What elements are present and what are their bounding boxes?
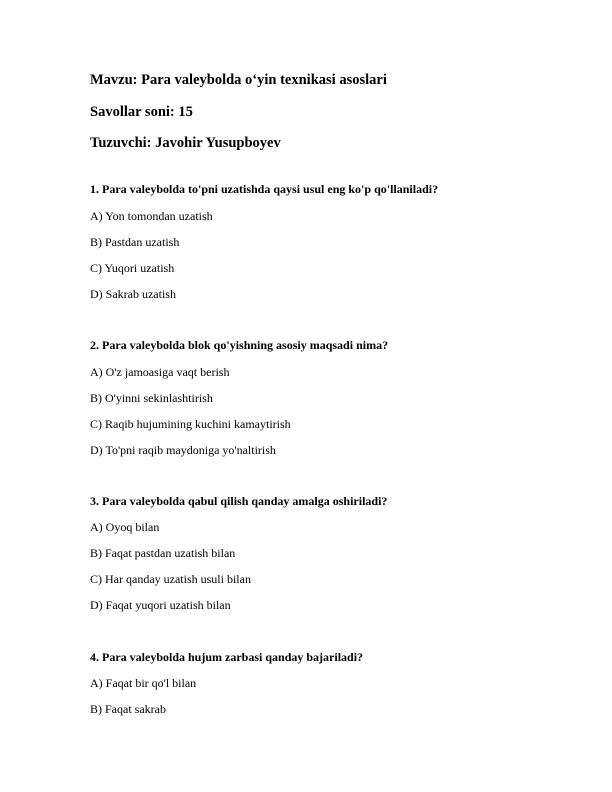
question-3-option-c: C) Har qanday uzatish usuli bilan xyxy=(90,572,251,586)
question-2-text: 2. Para valeybolda blok qo'yishning asosiy maqsadi nima? xyxy=(90,338,389,352)
question-1-option-b: B) Pastdan uzatish xyxy=(90,235,180,249)
question-1-option-d: D) Sakrab uzatish xyxy=(90,287,176,301)
question-3-option-b: B) Faqat pastdan uzatish bilan xyxy=(90,546,236,560)
question-2-option-c: C) Raqib hujumining kuchini kamaytirish xyxy=(90,417,291,431)
question-4-option-a: A) Faqat bir qo'l bilan xyxy=(90,676,197,690)
question-4-option-b: B) Faqat sakrab xyxy=(90,702,166,716)
question-1-option-a: A) Yon tomondan uzatish xyxy=(90,209,213,223)
question-1-option-c: C) Yuqori uzatish xyxy=(90,261,175,275)
question-3-option-a: A) Oyoq bilan xyxy=(90,520,160,534)
question-2-option-d: D) To'pni raqib maydoniga yo'naltirish xyxy=(90,443,276,457)
topic-heading: Mavzu: Para valeybolda o‘yin texnikasi asoslari xyxy=(90,72,387,88)
author-line: Tuzuvchi: Javohir Yusupboyev xyxy=(90,135,281,151)
question-count: Savollar soni: 15 xyxy=(90,104,193,120)
question-1-text: 1. Para valeybolda to'pni uzatishda qaysi usul eng ko'p qo'llaniladi? xyxy=(90,182,439,196)
question-2-option-b: B) O'yinni sekinlashtirish xyxy=(90,391,213,405)
question-3-text: 3. Para valeybolda qabul qilish qanday amalga oshiriladi? xyxy=(90,494,388,508)
question-4-text: 4. Para valeybolda hujum zarbasi qanday bajariladi? xyxy=(90,650,364,664)
question-2-option-a: A) O'z jamoasiga vaqt berish xyxy=(90,365,230,379)
question-3-option-d: D) Faqat yuqori uzatish bilan xyxy=(90,598,231,612)
